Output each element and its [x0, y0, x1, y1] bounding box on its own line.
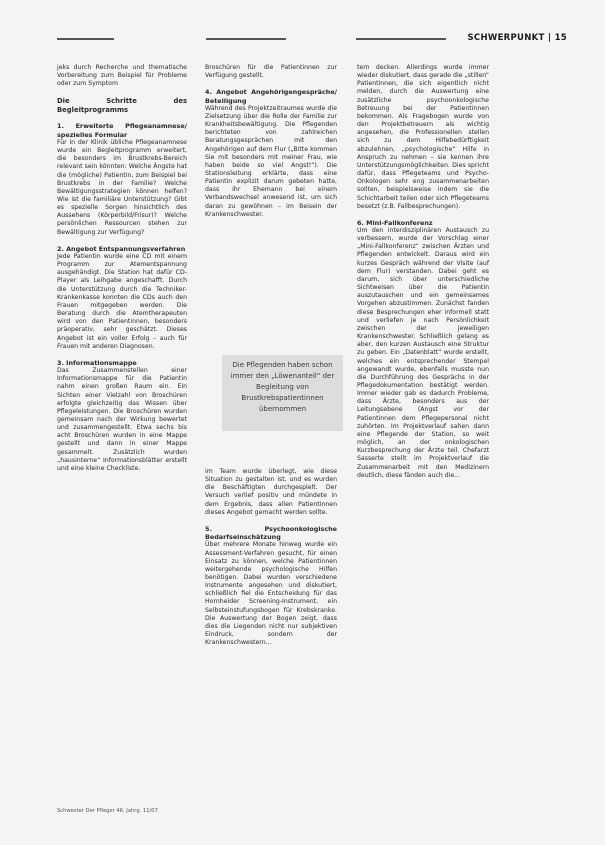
step-5-title: 5. Psychoonkologische Bedarfseinschätzung [205, 524, 337, 542]
step-1-title: 1. Erweiterte Pflegeanamnese/ spezielles Formular [57, 122, 187, 139]
step-6-text: Um den interdisziplinären Austausch zu verbessern, wurde der Vorschlag einer „Mini-Fallkonferenz“ zwischen Ärzten und Pflegenden entwickelt. Daraus wird ein kurzes Gespräch während der Visite (auf dem Flur) verstanden. Dabei geht es darum, sich über unterschiedliche Sichtweisen über die Patientin auszutauschen und ein gemeinsames Vorgehen abzustimmen. Zunächst fanden diese Besprechungen eher informell statt und verliefen je nach Persönlichkeit zwischen der jeweiligen Krankenschwester. Schließlich gelang es aber, den kurzen Austausch eine Struktur zu geben. Ein „Datenblatt“ wurde erstellt, welches ein entsprechender Stempel angewandt wurde, ebenfalls musste nun die Durchführung des Gesprächs in der Pflegedokumentation bestätigt werden. Immer wieder gab es dadurch Probleme, dass Ärzte, besonders aus der Leitungsebene (Angst vor der Patientinnen dem Pflegepersonal nicht zuhörten. Im Projektverlauf sahen dann eine Pflegende der Station, so weit möglich, an der onkologischen Kurzbesprechung der Ärzte teil. Chefarzt Sasserte stellt im Projektverlauf die Zusammenarbeit mit den Medizinern deutlich, diese fänden auch die... [357, 227, 489, 479]
step-1-text: Für in der Klinik übliche Pflegeanamnese wurde ein Begleitprogramm erweitert, die besonders im Brustkrebs-Bereich relevant sein könnten: Welche Ängste hat die (mögliche) Patientin, zum Beispiel bei Brustkrebs in der Familie? Welche Bewältigungsstrategien können helfen? Wie ist die familiäre Unterstützung? Gibt es spezielle Sorgen hinsichtlich des Aussehens (Körperbild/Frisur)? Welche persönlichen Ressourcen stehen zur Bewältigung zur Verfügung? [57, 138, 187, 236]
col2-top-paragraph: Broschüren für die Patientinnen zur Verfügung gestellt. [205, 64, 337, 80]
intro-paragraph: jeks durch Recherche und thematische Vorbereitung zum Beispiel für Probleme oder zum Symptom [57, 64, 187, 88]
main-heading: Die Schritte des Begleitprogramms [57, 97, 187, 114]
header-rule [206, 38, 286, 40]
step-2-text: Jede Patientin wurde eine CD mit einem Programm zur Atementspannung ausgehändigt. Die Station hat dafür CD-Player als Leihgabe angeschafft. Durch die Unterstützung durch die Techniker-Krankenkasse konnten die CDs auch den Frauen mitgegeben werden. Die Beratung durch die Atemtherapeuten wird von den Patientinnen, besonders präoperativ, sehr geschätzt. Dieses Angebot ist ein voller Erfolg – auch für Frauen mit anderen Diagnosen. [57, 252, 187, 350]
column-1 [57, 64, 187, 473]
step-3-title: 3. Informationsmappe [57, 358, 137, 367]
column-2 [205, 64, 337, 219]
step-5-text: Über mehrere Monate hinweg wurde ein Assessment-Verfahren gesucht, für einen Einsatz zu können, welche Patientinnen weitergehende psychologische Hilfen benötigen. Dabei wurden verschiedene Instrumente angesehen und diskutiert, schließlich fiel die Entscheidung für das Hornheider Screening-Instrument, ein Selbsteinstufungsbogen für Krebskranke. Die Auswertung der Bogen zeigt, dass dies die Liegenden nicht nur subjektiven Eindruck, sondern der Krankenschwestern... [205, 541, 337, 647]
col3-top-paragraph: tern decken. Allerdings wurde immer wieder diskutiert, dass gerade die „stillen“ Patientinnen, die sich eigentlich nicht melden, durch die Auswertung eine zusätzliche psychoonkologische Betreuung bei der Patientinnen bekommen. Als Fragebogen wurde von den Projektbetreuern als wichtig angesehen, die Professionellen stellen sich zu dem Hilfebedürftigkeit abzulehnen, „psychologische“ Hilfe in Anspruch zu nehmen – sie kennen ihre Unterstützungsmöglichkeiten. Dies spricht dafür, dass Pflegeteams und Psycho-Onkologen sehr eng zusammenarbeiten sollten, beispielsweise indem sie die Schichtarbeit teilen oder sich Pflegeteams besetzt (z.B. Fallbesprechungen). [357, 64, 489, 210]
pull-quote: Die Pflegenden haben schon immer den „Löwenanteil“ der Begleitung von Brustkrebspatientinnen übernommen [222, 355, 343, 431]
step-2-title: 2. Angebot Entspannungsverfahren [57, 244, 186, 253]
section-header: SCHWERPUNKT | 15 [467, 33, 567, 43]
step-4-title: 4. Angebot Angehörigengespräche/ Beteiligung [205, 88, 337, 105]
step-3-text: Das Zusammenstellen einer Informationsmappe für die Patientin nahm einen großen Raum ein. Ein Sichten einer Vielzahl von Broschüren erfolgte gleichzeitig das Wissen über Pflegeleistungen. Die Broschüren wurden gemeinsam nach der Wirkung bewertet und zusammengestellt. Etwa sechs bis acht Broschüren wurden in eine Mappe gestellt und dann in einer Mappe gesammelt. Zusätzlich wurden „hausinterne“ Informationsblätter erstellt und eine kleine Checkliste. [57, 367, 187, 472]
step-4-text: Während des Projektzeitraumes wurde die Zielsetzung über die Rolle der Familie zur Krankheitsbewältigung. Die Pflegenden berichteten von zahlreichen Beratungsgesprächen mit den Angehörigen auf dem Flur („Bitte kommen Sie mit besonders mit meiner Frau, wie haben beide so viel Angst!“). Die Stationsleitung erklärte, dass eine Patientin explizit darum gebeten hatte, dass ihr Ehemann bei einem Verbandswechsel anwesend ist, um sich daran zu gewöhnen – im Beisein der Krankenschwester. [205, 104, 337, 218]
header-rule [57, 38, 114, 40]
column-2-lower [205, 468, 337, 647]
header-rule [356, 38, 446, 40]
col2-continued-paragraph: im Team wurde überlegt, wie diese Situation zu gestalten ist, und es wurden die Beschäftigten durchgespielt. Der Versuch verlief positiv und mündete in dem Ergebnis, dass allen Patientinnen dieses Angebot gemacht werden sollte. [205, 468, 337, 516]
step-6-title: 6. Mini-Fallkonferenz [357, 218, 433, 227]
page-footer: Schwester Der Pfleger 46. Jahrg. 11/07 [57, 808, 158, 814]
column-3 [357, 64, 489, 480]
